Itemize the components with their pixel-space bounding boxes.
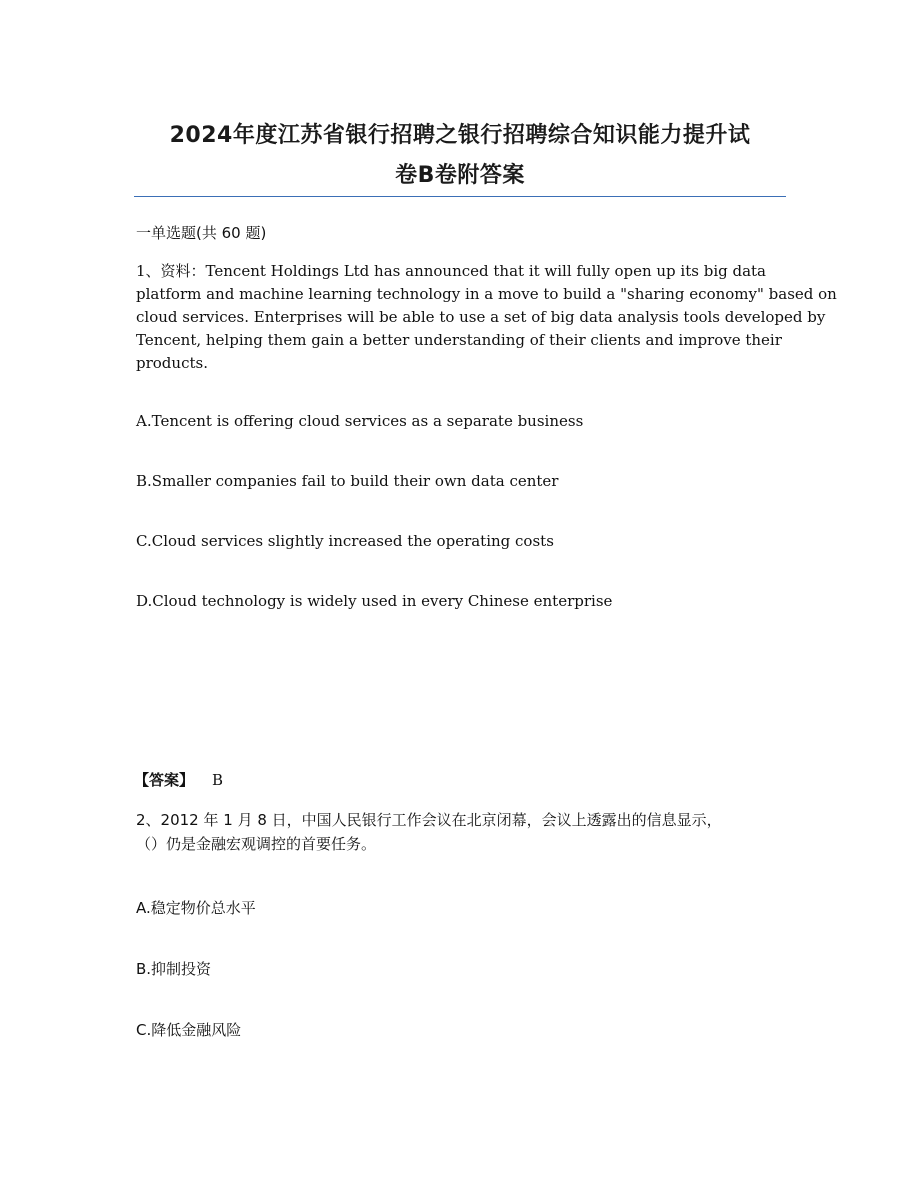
question-2-stem-line-1: 2、2012 年 1 月 8 日，中国人民银行工作会议在北京闭幕，会议上透露出的信息显示，: [136, 811, 722, 829]
document-title-line-2: 卷B卷附答案: [395, 163, 525, 188]
question-2-option-b: B.抑制投资: [136, 960, 212, 978]
question-1-option-b: B.Smaller companies fail to build their own data center: [136, 472, 559, 490]
answer-value: B: [212, 771, 224, 789]
question-2-stem-line-2: （）仍是金融宏观调控的首要任务。: [136, 835, 377, 853]
question-1-option-d: D.Cloud technology is widely used in every Chinese enterprise: [136, 592, 613, 610]
question-1-option-c: C.Cloud services slightly increased the operating costs: [136, 532, 554, 550]
title-divider: [134, 196, 786, 197]
question-1-stem-line: 1、资料：Tencent Holdings Ltd has announced that it will fully open up its big data: [136, 262, 767, 280]
question-1-stem-line: products.: [136, 354, 208, 372]
question-1-stem: [136, 260, 837, 375]
document-title-line-1: 2024年度江苏省银行招聘之银行招聘综合知识能力提升试: [169, 123, 751, 148]
answer-label: 【答案】: [134, 771, 195, 789]
question-1-stem-line: cloud services. Enterprises will be able to use a set of big data analysis tools developed by: [136, 308, 826, 326]
section-heading: 一单选题(共 60 题): [136, 224, 267, 242]
question-1-stem-line: platform and machine learning technology in a move to build a "sharing economy" based on: [136, 285, 837, 303]
question-2-option-c: C.降低金融风险: [136, 1021, 242, 1039]
question-2-option-a: A.稳定物价总水平: [136, 899, 256, 917]
question-1-stem-line: Tencent, helping them gain a better understanding of their clients and improve their: [136, 331, 782, 349]
question-1-option-a: A.Tencent is offering cloud services as a separate business: [136, 412, 584, 430]
